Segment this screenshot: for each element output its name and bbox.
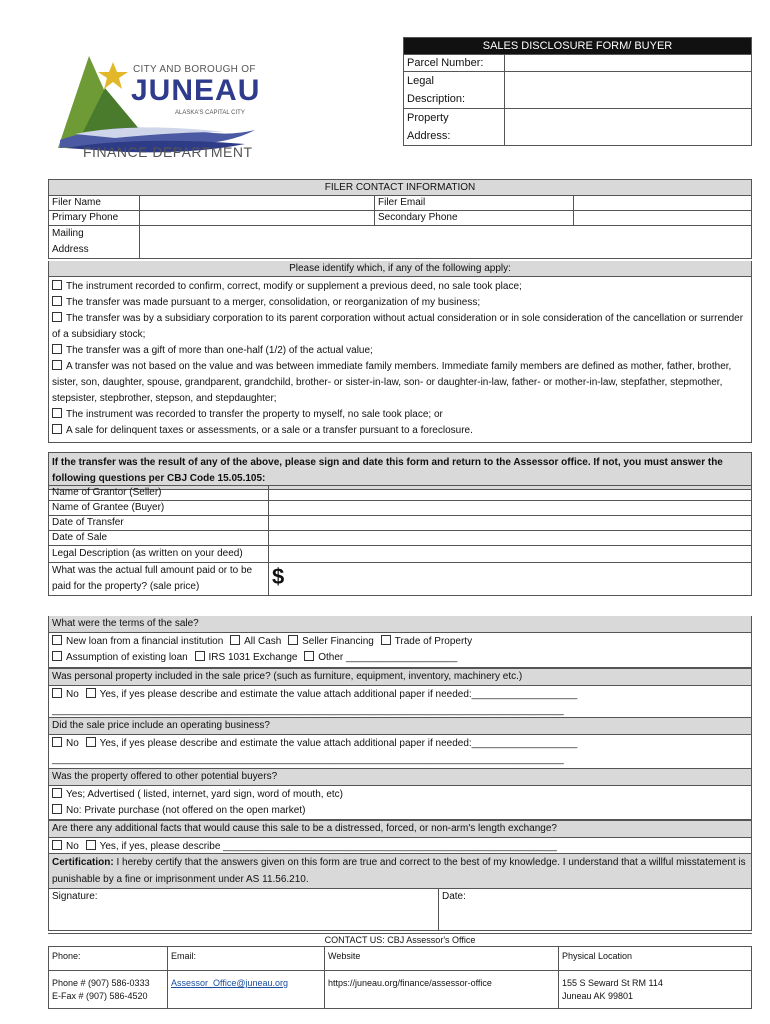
logo-city-line: CITY AND BOROUGH OF — [133, 64, 256, 75]
additional-question: Are there any additional facts that would cause this sale to be a distressed, forced, or non-arm's length exchange? — [49, 821, 751, 838]
footer-website-cell — [325, 971, 559, 1009]
footer-website-header: Website — [325, 947, 559, 971]
personal-question: Was personal property included in the sale price? (such as furniture, equipment, inventory, machinery etc.) — [49, 669, 751, 686]
irs-option[interactable]: IRS 1031 Exchange — [208, 652, 298, 663]
location-street: 155 S Seward St RM 114 — [562, 978, 663, 988]
instruction-text: If the transfer was the result of any of the above, please sign and date this form and return to the Assessor office. If not, you must answer the following questions per CBJ Code 15.05.105: — [48, 452, 752, 490]
checkbox[interactable] — [86, 840, 96, 850]
date-field[interactable] — [439, 889, 752, 931]
checkbox[interactable] — [52, 408, 62, 418]
additional-section — [48, 820, 752, 856]
checkbox[interactable] — [381, 635, 391, 645]
checkbox[interactable] — [52, 688, 62, 698]
contact-title: FILER CONTACT INFORMATION — [49, 180, 752, 196]
logo-department: FINANCE DEPARTMENT — [83, 144, 253, 160]
certification-text: I hereby certify that the answers given on this form are true and correct to the best of my knowledge. I understand that a willful misstatement is punishable by a fine or imprisonment under AS 11.56.210. — [52, 857, 746, 885]
filer-name-label: Filer Name — [49, 196, 140, 211]
identify-section — [48, 261, 752, 443]
legal-label-2: Description: — [407, 93, 466, 105]
offered-section — [48, 768, 752, 820]
business-question: Did the sale price include an operating business? — [49, 718, 751, 735]
identify-title: Please identify which, if any of the following apply: — [49, 261, 751, 277]
legal-label-1: Legal — [407, 75, 434, 87]
filer-email-label: Filer Email — [375, 196, 574, 211]
date-sale-field[interactable] — [269, 531, 752, 546]
identify-item-text: The instrument was recorded to transfer the property to myself, no sale took place; or — [66, 409, 443, 420]
checkbox[interactable] — [52, 424, 62, 434]
footer-email-cell — [168, 971, 325, 1009]
identify-item-text: A sale for delinquent taxes or assessments, or a sale or a transfer pursuant to a foreclosure. — [66, 425, 473, 436]
checkbox[interactable] — [195, 651, 205, 661]
primary-phone-field[interactable] — [140, 211, 375, 226]
identify-item[interactable] — [49, 295, 751, 311]
fax-number: E-Fax # (907) 586-4520 — [52, 991, 148, 1001]
seller-financing-option[interactable]: Seller Financing — [302, 636, 374, 647]
grantor-label: Name of Grantor (Seller) — [49, 486, 269, 501]
certification-block — [48, 853, 752, 889]
parcel-label: Parcel Number: — [404, 55, 505, 72]
filer-name-field[interactable] — [140, 196, 375, 211]
date-transfer-field[interactable] — [269, 516, 752, 531]
checkbox[interactable] — [52, 651, 62, 661]
property-label-1: Property — [407, 112, 449, 124]
checkbox[interactable] — [52, 280, 62, 290]
legal-desc-field[interactable] — [269, 546, 752, 563]
offered-no-option[interactable]: No: Private purchase (not offered on the open market) — [66, 805, 306, 816]
footer-title: CONTACT US: CBJ Assessor's Office — [48, 933, 752, 946]
personal-no-option[interactable]: No — [66, 689, 79, 700]
parcel-field[interactable] — [505, 55, 752, 72]
footer-location — [559, 971, 752, 1009]
all-cash-option[interactable]: All Cash — [244, 636, 282, 647]
identify-item[interactable] — [49, 359, 751, 407]
legal-desc-label: Legal Description (as written on your deed) — [49, 546, 269, 563]
offered-yes-option[interactable]: Yes; Advertised ( listed, internet, yard sign, word of mouth, etc) — [66, 789, 343, 800]
identify-item[interactable] — [49, 343, 751, 359]
personal-property-section — [48, 668, 752, 720]
grantee-field[interactable] — [269, 501, 752, 516]
filer-email-field[interactable] — [574, 196, 752, 211]
certification-label: Certification: — [52, 857, 114, 868]
header-box — [403, 37, 752, 146]
footer-phone — [49, 971, 168, 1009]
signature-label: Signature: — [52, 891, 98, 902]
assessor-website[interactable]: https://juneau.org/finance/assessor-office — [328, 978, 492, 988]
other-option[interactable]: Other ____________________ — [318, 652, 458, 663]
personal-description-line[interactable]: ____________________________________________________________________________________________ — [52, 705, 564, 716]
checkbox[interactable] — [52, 788, 62, 798]
cbj-logo — [55, 48, 265, 166]
sale-details-table — [48, 485, 752, 596]
personal-yes-option[interactable]: Yes, if yes please describe and estimate the value attach additional paper if needed:___________________ — [99, 689, 578, 700]
date-sale-label: Date of Sale — [49, 531, 269, 546]
footer-table — [48, 946, 752, 1009]
trade-option[interactable]: Trade of Property — [394, 636, 473, 647]
new-loan-option[interactable]: New loan from a financial institution — [66, 636, 224, 647]
property-label-2: Address: — [407, 130, 451, 142]
location-city: Juneau AK 99801 — [562, 991, 634, 1001]
business-no-option[interactable]: No — [66, 738, 79, 749]
checkbox[interactable] — [230, 635, 240, 645]
secondary-phone-field[interactable] — [574, 211, 752, 226]
mailing-label — [49, 226, 140, 259]
terms-question: What were the terms of the sale? — [49, 616, 751, 633]
primary-phone-label: Primary Phone — [49, 211, 140, 226]
footer-location-header: Physical Location — [559, 947, 752, 971]
checkbox[interactable] — [52, 360, 62, 370]
assessor-email-link[interactable]: Assessor_Office@juneau.org — [171, 978, 289, 988]
business-description-line[interactable]: ____________________________________________________________________________________________ — [52, 754, 564, 765]
date-transfer-label: Date of Transfer — [49, 516, 269, 531]
secondary-phone-label: Secondary Phone — [375, 211, 574, 226]
amount-field[interactable] — [269, 563, 752, 596]
checkbox[interactable] — [52, 737, 62, 747]
amount-label: What was the actual full amount paid or to be paid for the property? (sale price) — [49, 563, 269, 596]
checkbox[interactable] — [304, 651, 314, 661]
mailing-field[interactable] — [140, 226, 752, 259]
additional-yes-option[interactable]: Yes, if yes, please describe ____________________________________________________________ — [99, 841, 557, 852]
mailing-label-1: Mailing — [52, 228, 84, 239]
checkbox[interactable] — [86, 688, 96, 698]
identify-item-text: The transfer was by a subsidiary corporation to its parent corporation without actual consideration or in sole consideration of the cancellation or surrender of a subsidiary stock; — [52, 313, 744, 340]
checkbox[interactable] — [52, 296, 62, 306]
grantor-field[interactable] — [269, 486, 752, 501]
checkbox[interactable] — [52, 635, 62, 645]
checkbox[interactable] — [52, 804, 62, 814]
signature-field[interactable] — [49, 889, 439, 931]
checkbox[interactable] — [52, 344, 62, 354]
identify-item-text: A transfer was not based on the value and was between immediate family members. Immediate family members are defined as mother, father, brother, sister, son, daughter, spouse, grandparent, grandchild, brother- or sister-in-law, son- or daughter-in-law, father- or mother-in-law, stepfather, stepmother, stepsister, stepbrother, stepson, and stepdaughter; — [52, 361, 732, 404]
checkbox[interactable] — [86, 737, 96, 747]
identify-item[interactable] — [49, 311, 751, 343]
logo-name: JUNEAU — [131, 74, 261, 107]
checkbox[interactable] — [52, 840, 62, 850]
checkbox[interactable] — [52, 312, 62, 322]
form-title: SALES DISCLOSURE FORM/ BUYER — [404, 38, 752, 55]
identify-item-text: The transfer was made pursuant to a merger, consolidation, or reorganization of my business; — [66, 297, 481, 308]
footer-phone-header: Phone: — [49, 947, 168, 971]
identify-item[interactable] — [49, 279, 751, 295]
grantee-label: Name of Grantee (Buyer) — [49, 501, 269, 516]
phone-number: Phone # (907) 586-0333 — [52, 978, 150, 988]
filer-contact-table — [48, 179, 752, 259]
identify-item[interactable] — [49, 407, 751, 423]
identify-item[interactable] — [49, 423, 751, 439]
identify-item-text: The instrument recorded to confirm, correct, modify or supplement a previous deed, no sale took place; — [66, 281, 522, 292]
property-label — [404, 109, 505, 146]
assumption-option[interactable]: Assumption of existing loan — [66, 652, 188, 663]
property-field[interactable] — [505, 109, 752, 146]
checkbox[interactable] — [288, 635, 298, 645]
business-section — [48, 717, 752, 769]
terms-section — [48, 616, 752, 668]
mailing-label-2: Address — [52, 244, 89, 255]
identify-item-text: The transfer was a gift of more than one-half (1/2) of the actual value; — [66, 345, 373, 356]
signature-table — [48, 888, 752, 931]
legal-label — [404, 72, 505, 109]
dollar-sign: $ — [272, 564, 285, 589]
legal-field[interactable] — [505, 72, 752, 109]
logo-tagline: ALASKA'S CAPITAL CITY — [175, 110, 245, 116]
business-yes-option[interactable]: Yes, if yes please describe and estimate the value attach additional paper if needed:___________________ — [99, 738, 578, 749]
additional-no-option[interactable]: No — [66, 841, 79, 852]
date-label: Date: — [442, 891, 466, 902]
offered-question: Was the property offered to other potential buyers? — [49, 769, 751, 786]
footer-email-header: Email: — [168, 947, 325, 971]
